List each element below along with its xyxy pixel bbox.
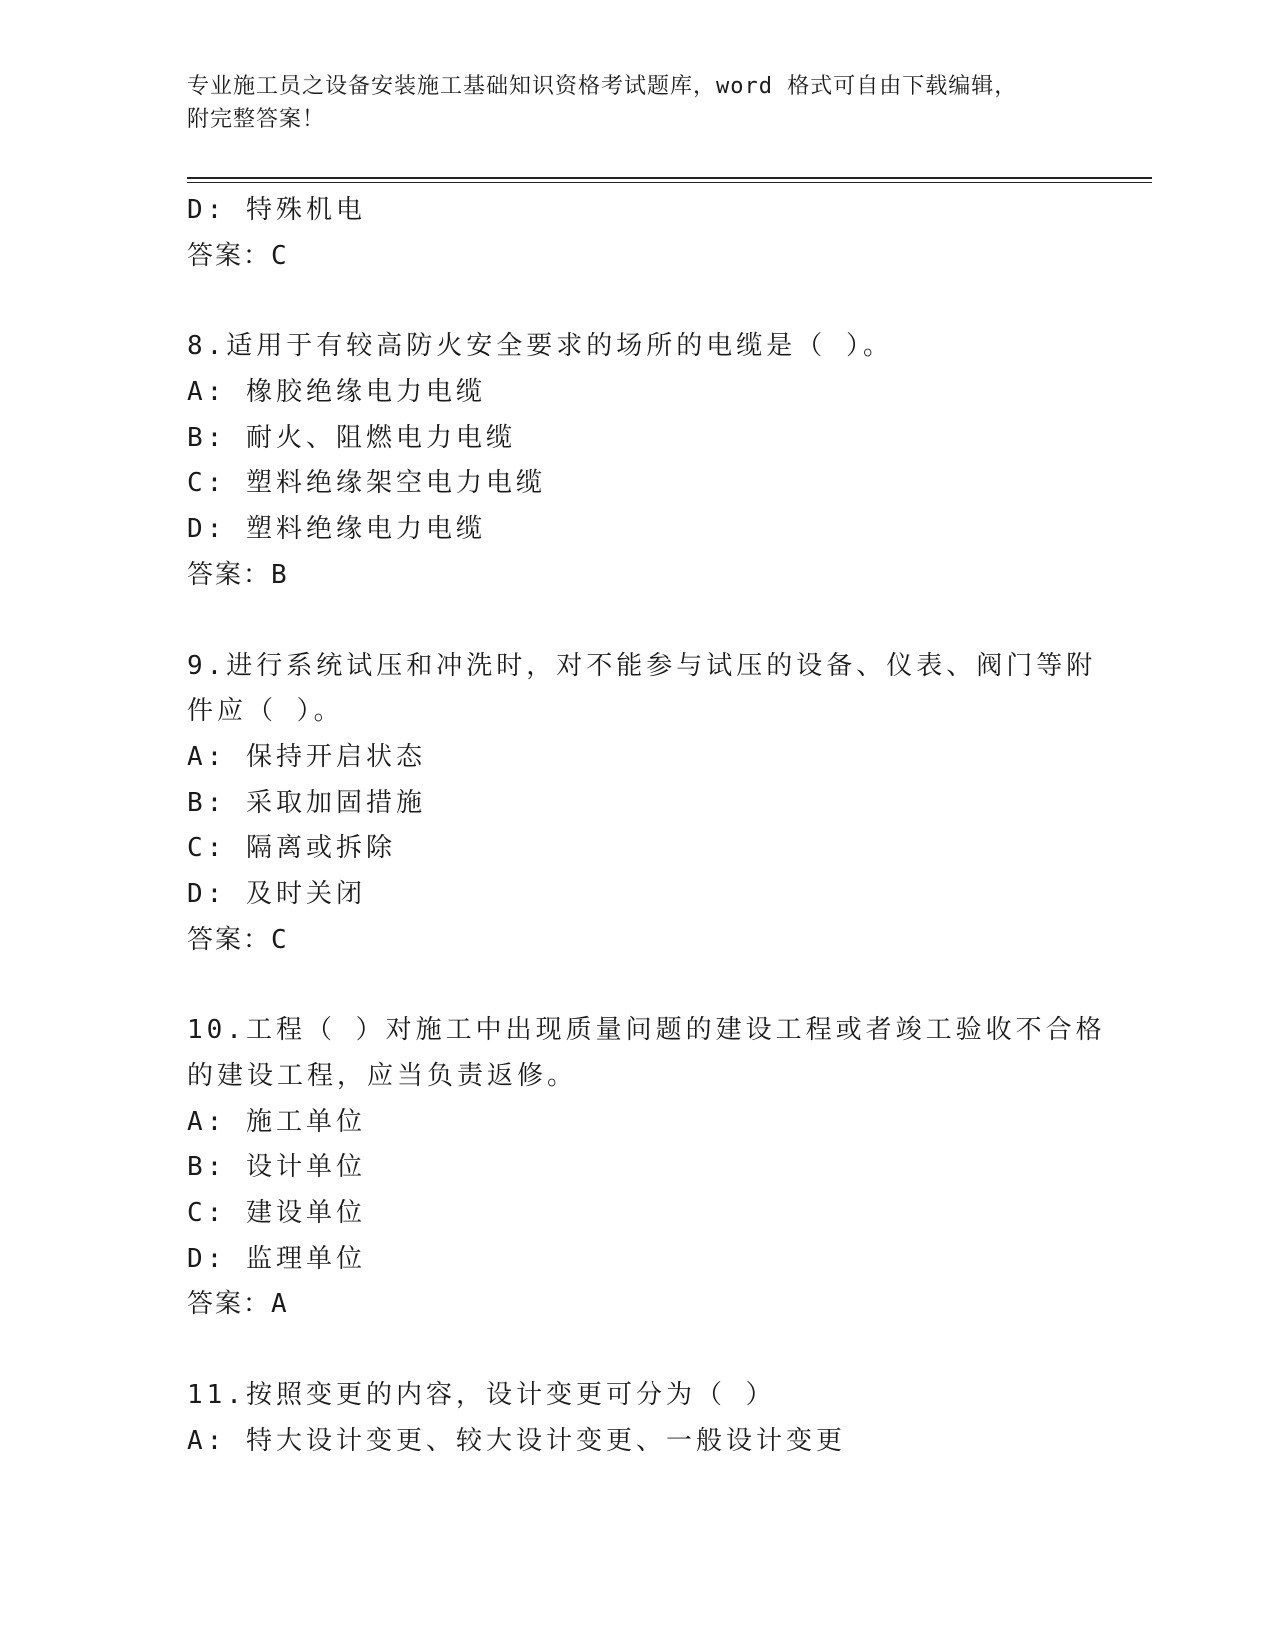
spacer [187,599,1067,644]
q10-stem-line1: 10.工程（ ）对施工中出现质量问题的建设工程或者竣工验收不合格 [187,1015,1106,1046]
q9-option-b: B: 采取加固措施 [187,787,426,818]
q10-option-c: C: 建设单位 [187,1198,366,1229]
q9-stem-line2: 件应（ ）。 [187,696,344,727]
q11-stem: 11.按照变更的内容，设计变更可分为（ ） [187,1380,776,1411]
prev-answer: 答案：C [187,240,289,271]
header-title-line1: 专业施工员之设备安装施工基础知识资格考试题库，word 格式可自由下载编辑， [187,74,1018,99]
q8-option-b: B: 耐火、阻燃电力电缆 [187,422,516,453]
q10-stem-line2: 的建设工程，应当负责返修。 [187,1061,578,1091]
q10-option-b: B: 设计单位 [187,1152,366,1183]
spacer [187,279,1067,324]
q9-option-c: C: 隔离或拆除 [187,833,396,864]
q8-option-a: A: 橡胶绝缘电力电缆 [187,377,486,408]
q10-option-a: A: 施工单位 [187,1106,366,1137]
q9-answer: 答案：C [187,924,289,955]
q8-option-d: D: 塑料绝缘电力电缆 [187,514,486,545]
q8-option-c: C: 塑料绝缘架空电力电缆 [187,468,546,499]
spacer [187,1328,1067,1373]
q8-answer: 答案：B [187,559,289,590]
q8-stem: 8.适用于有较高防火安全要求的场所的电缆是（ ）。 [187,331,893,362]
header-divider-thick [187,177,1152,179]
question-content [187,188,1106,1465]
q10-answer: 答案：A [187,1289,289,1320]
q11-option-a: A: 特大设计变更、较大设计变更、一般设计变更 [187,1425,846,1456]
q9-option-d: D: 及时关闭 [187,878,366,909]
header-divider-thin [187,182,1152,183]
q9-stem-line1: 9.进行系统试压和冲洗时，对不能参与试压的设备、仪表、阀门等附 [187,650,1097,681]
q9-option-a: A: 保持开启状态 [187,741,426,772]
document-header [187,70,1067,136]
header-title-line2: 附完整答案！ [187,107,326,132]
spacer [187,963,1067,1008]
prev-option-d: D: 特殊机电 [187,195,366,225]
q10-option-d: D: 监理单位 [187,1243,366,1274]
